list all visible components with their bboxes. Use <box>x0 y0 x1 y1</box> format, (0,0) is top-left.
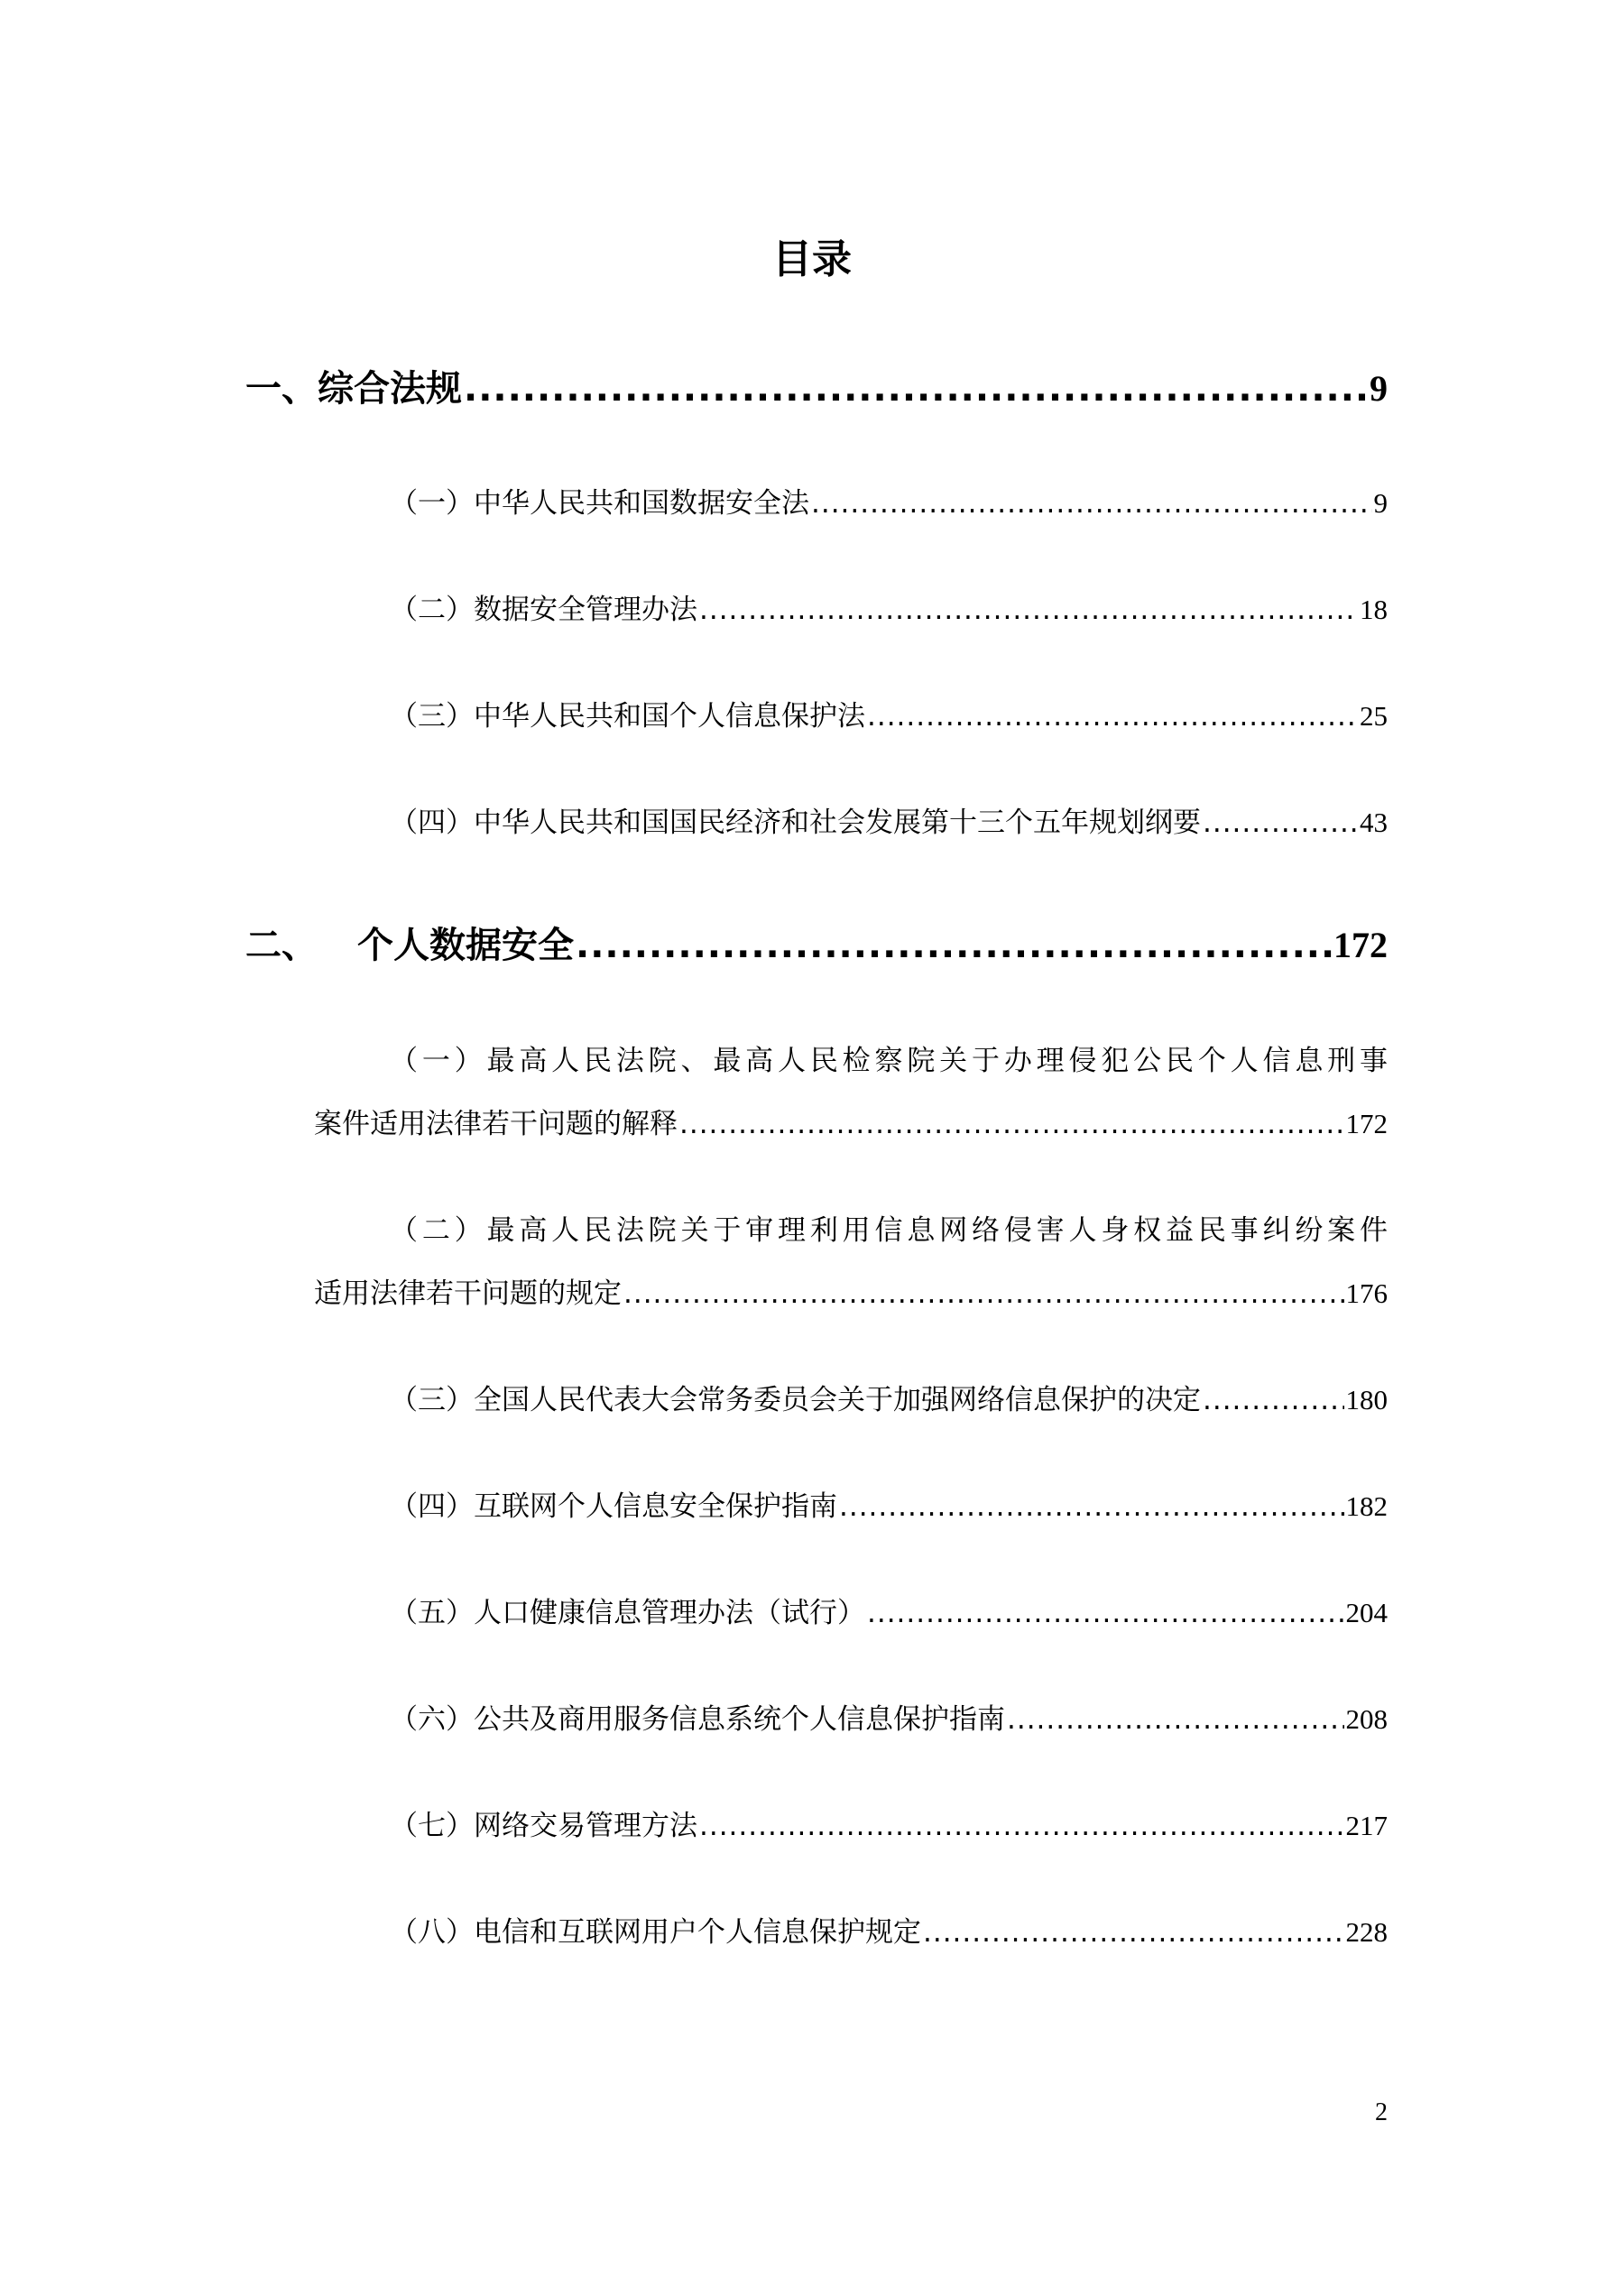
toc-item-label: （四）互联网个人信息安全保护指南 <box>390 1490 837 1523</box>
toc-item-2-1-line1[interactable]: （一）最高人民法院、最高人民检察院关于办理侵犯公民个人信息刑事 <box>390 1045 1388 1077</box>
toc-item-2-7[interactable] <box>390 1804 1388 1848</box>
toc-item-label: 适用法律若干问题的规定 <box>314 1277 622 1310</box>
toc-title: 目录 <box>772 236 852 282</box>
dot-leader <box>576 918 1332 973</box>
toc-item-1-1[interactable] <box>390 482 1388 525</box>
toc-item-page: 43 <box>1360 807 1388 838</box>
toc-section-2-title: 个人数据安全 <box>357 925 574 966</box>
toc-item-2-3[interactable] <box>390 1379 1388 1422</box>
dot-leader <box>923 1911 1344 1954</box>
toc-section-2-label <box>245 918 574 973</box>
toc-item-2-5[interactable] <box>390 1591 1388 1635</box>
toc-item-label: （四）中华人民共和国国民经济和社会发展第十三个五年规划纲要 <box>390 807 1201 839</box>
toc-item-1-3[interactable] <box>390 695 1388 738</box>
toc-item-page: 176 <box>1345 1277 1388 1309</box>
toc-item-page: 25 <box>1360 700 1388 732</box>
dot-leader <box>839 1485 1344 1528</box>
toc-item-label: 案件适用法律若干问题的解释 <box>314 1108 678 1140</box>
dot-leader <box>1203 1379 1344 1422</box>
dot-leader <box>1203 801 1358 844</box>
toc-item-page: 172 <box>1345 1108 1388 1139</box>
toc-item-page: 180 <box>1345 1384 1388 1415</box>
dot-leader <box>699 1804 1344 1848</box>
toc-section-2-page: 172 <box>1333 925 1388 965</box>
dot-leader <box>679 1102 1344 1146</box>
toc-item-2-6[interactable] <box>390 1698 1388 1741</box>
dot-leader <box>867 695 1358 738</box>
dot-leader <box>1007 1698 1344 1741</box>
toc-item-label: （一）中华人民共和国数据安全法 <box>390 487 809 520</box>
toc-item-2-8[interactable] <box>390 1911 1388 1954</box>
toc-item-2-1[interactable] <box>314 1102 1388 1146</box>
dot-leader <box>699 588 1358 632</box>
toc-item-page: 182 <box>1345 1490 1388 1522</box>
toc-item-label: （二）数据安全管理办法 <box>390 594 697 626</box>
toc-item-2-2-line1[interactable]: （二）最高人民法院关于审理利用信息网络侵害人身权益民事纠纷案件 <box>390 1214 1388 1247</box>
dot-leader <box>464 362 1368 416</box>
toc-item-page: 18 <box>1360 594 1388 625</box>
toc-item-1-2[interactable] <box>390 588 1388 632</box>
toc-item-label: （三）全国人民代表大会常务委员会关于加强网络信息保护的决定 <box>390 1384 1201 1416</box>
toc-item-page: 9 <box>1373 487 1388 519</box>
toc-section-2-number: 二、 <box>245 925 318 966</box>
toc-item-label: （六）公共及商用服务信息系统个人信息保护指南 <box>390 1703 1005 1736</box>
toc-section-2[interactable] <box>245 918 1388 973</box>
dot-leader <box>867 1591 1344 1635</box>
toc-item-label: （七）网络交易管理方法 <box>390 1810 697 1842</box>
toc-section-1-page: 9 <box>1370 368 1388 409</box>
toc-item-2-4[interactable] <box>390 1485 1388 1528</box>
toc-item-1-4[interactable] <box>390 801 1388 844</box>
toc-item-label: （八）电信和互联网用户个人信息保护规定 <box>390 1916 921 1949</box>
toc-item-2-2[interactable] <box>314 1272 1388 1315</box>
toc-item-page: 228 <box>1345 1916 1388 1948</box>
dot-leader <box>811 482 1372 525</box>
toc-section-1[interactable] <box>245 362 1388 416</box>
toc-item-page: 217 <box>1345 1810 1388 1841</box>
toc-section-1-label: 一、综合法规 <box>245 368 462 410</box>
dot-leader <box>623 1272 1344 1315</box>
toc-item-page: 204 <box>1345 1597 1388 1628</box>
toc-item-label: （三）中华人民共和国个人信息保护法 <box>390 700 865 733</box>
toc-item-label: （五）人口健康信息管理办法（试行） <box>390 1597 865 1629</box>
page-number: 2 <box>1375 2098 1388 2126</box>
toc-item-page: 208 <box>1345 1703 1388 1735</box>
